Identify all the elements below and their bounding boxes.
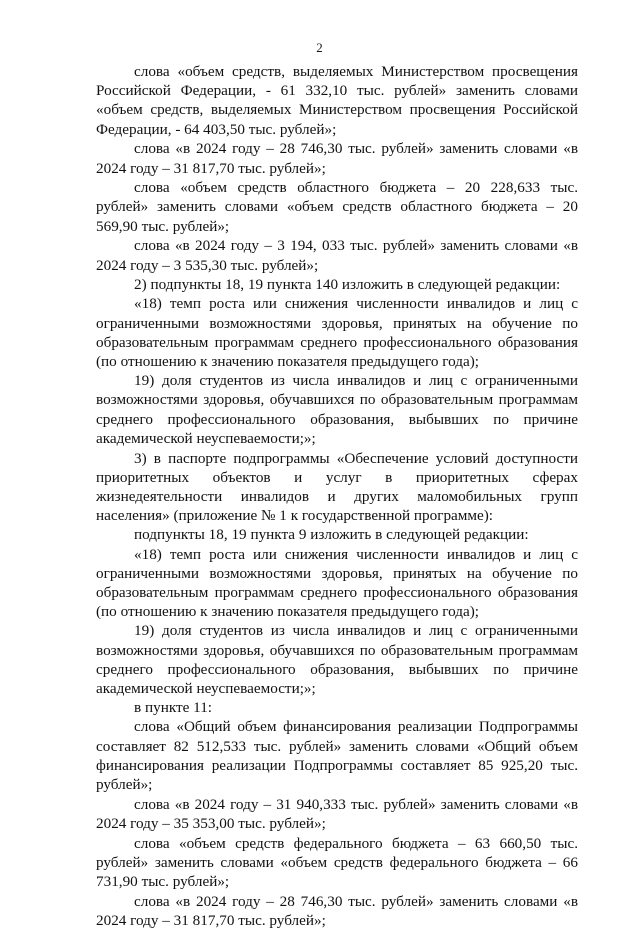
paragraph: слова «в 2024 году – 28 746,30 тыс. рублей» заменить словами «в 2024 году – 31 817,70 тыс. рублей»;: [96, 892, 578, 929]
paragraph: слова «объем средств областного бюджета – 20 228,633 тыс. рублей» заменить словами «объем средств областного бюджета – 20 569,90 тыс. рублей»;: [96, 179, 578, 235]
paragraph: «18) темп роста или снижения численности инвалидов и лиц с ограниченными возможностями здоровья, принятых на обучение по образовательным программам среднего профессионального образования (по отношению к значению показателя предыдущего года);: [96, 545, 578, 621]
paragraph: «18) темп роста или снижения численности инвалидов и лиц с ограниченными возможностями здоровья, принятых на обучение по образовательным программам среднего профессионального образования (по отношению к значению показателя предыдущего года);: [96, 295, 578, 371]
paragraph: 2) подпункты 18, 19 пункта 140 изложить в следующей редакции:: [134, 276, 561, 294]
page-number: 2: [316, 40, 323, 55]
paragraph: 19) доля студентов из числа инвалидов и лиц с ограниченными возможностями здоровья, обучавшихся по образовательным программам среднего профессионального образования, выбывших по причине академической неуспеваемости;»;: [96, 372, 578, 447]
paragraph: слова «объем средств федерального бюджета – 63 660,50 тыс. рублей» заменить словами «объем средств федерального бюджета – 66 731,90 тыс. рублей»;: [96, 834, 578, 891]
paragraph: слова «в 2024 году – 3 194, 033 тыс. рублей» заменить словами «в 2024 году – 3 535,30 тыс. рублей»;: [96, 237, 578, 274]
paragraph: в пункте 11:: [134, 699, 213, 717]
paragraph: 19) доля студентов из числа инвалидов и лиц с ограниченными возможностями здоровья, обучавшихся по образовательным программам среднего профессионального образования, выбывших по причине академической неуспеваемости;»;: [96, 622, 578, 697]
paragraph: слова «объем средств, выделяемых Министерством просвещения Российской Федерации, - 61 332,10 тыс. рублей» заменить словами «объем средств, выделяемых Министерством просвещения Российской Федерации, - 64 403,50 тыс. рублей»;: [96, 63, 578, 138]
document-body: [96, 62, 578, 930]
paragraph: 3) в паспорте подпрограммы «Обеспечение условий доступности приоритетных объектов и услуг в приоритетных сферах жизнедеятельности инвалидов и других маломобильных групп населения» (приложение № 1 к государственной программе):: [96, 449, 578, 525]
paragraph: слова «в 2024 году – 28 746,30 тыс. рублей» заменить словами «в 2024 году – 31 817,70 тыс. рублей»;: [96, 140, 578, 177]
paragraph: слова «Общий объем финансирования реализации Подпрограммы составляет 82 512,533 тыс. рублей» заменить словами «Общий объем финансирования реализации Подпрограммы составляет 85 925,20 тыс. рублей»;: [96, 718, 578, 794]
paragraph: подпункты 18, 19 пункта 9 изложить в следующей редакции:: [134, 526, 529, 544]
paragraph: слова «в 2024 году – 31 940,333 тыс. рублей» заменить словами «в 2024 году – 35 353,00 тыс. рублей»;: [96, 795, 578, 832]
